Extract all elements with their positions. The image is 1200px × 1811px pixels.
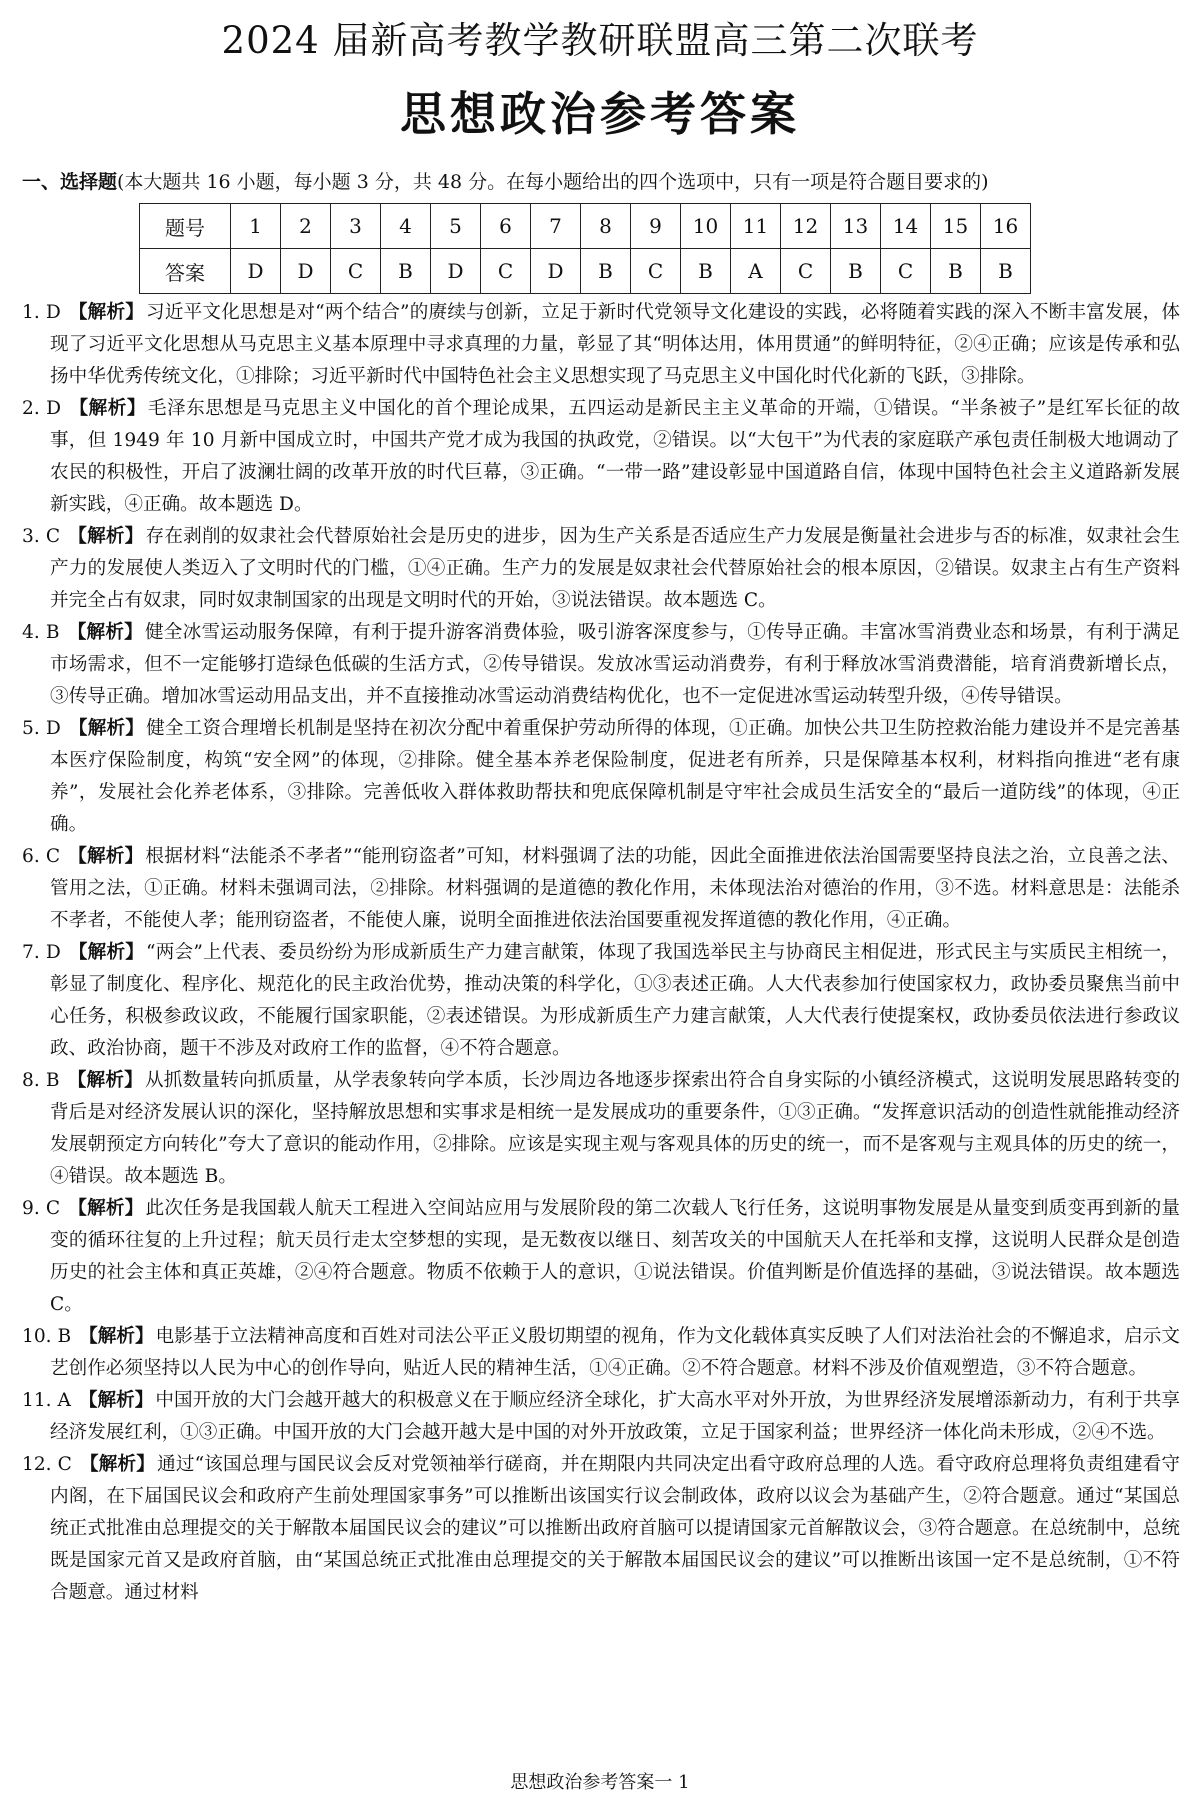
answer-cell: B <box>931 249 981 294</box>
explanation-item <box>22 1065 1180 1193</box>
explanation-item <box>22 1193 1180 1321</box>
explanation-item <box>22 713 1180 841</box>
question-number-cell: 7 <box>531 204 581 249</box>
answer-cell: C <box>881 249 931 294</box>
explanation-item <box>22 937 1180 1065</box>
question-number-cell: 10 <box>681 204 731 249</box>
question-number-cell: 5 <box>431 204 481 249</box>
analysis-text: “两会”上代表、委员纷纷为形成新质生产力建言献策，体现了我国选举民主与协商民主相促进，形式民主与实质民主相统一，彰显了制度化、程序化、规范化的民主政治优势，推动决策的科学化，①③表述正确。人大代表参加行使国家权力，政协委员聚焦当前中心任务，积极参政议政，不能履行国家职能，②表述错误。为形成新质生产力建言献策，人大代表行使提案权，政协委员依法进行参政议政、政治协商，题干不涉及对政府工作的监督，④不符合题意。 <box>50 942 1180 1059</box>
item-answer: 4. B <box>22 622 60 643</box>
explanation-item <box>22 1385 1180 1449</box>
answer-row <box>140 249 1031 294</box>
analysis-tag: 【解析】 <box>78 1390 154 1411</box>
analysis-tag: 【解析】 <box>68 942 145 963</box>
explanation-item <box>22 841 1180 937</box>
explanation-item <box>22 1449 1180 1609</box>
answer-cell: B <box>381 249 431 294</box>
analysis-text: 通过“该国总理与国民议会反对党领袖举行磋商，并在期限内共同决定出看守政府总理的人选。看守政府总理将负责组建看守内阁，在下届国民议会和政府产生前处理国家事务”可以推断出该国实行议会制政体，政府以议会为基础产生，②符合题意。通过“某国总统正式批准由总理提交的关于解散本届国民议会的建议”可以推断出政府首脑可以提请国家元首解散议会，③符合题意。在总统制中，总统既是国家元首又是政府首脑，由“某国总统正式批准由总理提交的关于解散本届国民议会的建议”可以推断出该国一定不是总统制，①不符合题意。通过材料 <box>50 1454 1180 1603</box>
analysis-text: 习近平文化思想是对“两个结合”的赓续与创新，立足于新时代党领导文化建设的实践，必将随着实践的深入不断丰富发展，体现了习近平文化思想从马克思主义基本原理中寻求真理的力量，彰显了其“明体达用，体用贯通”的鲜明特征，②④正确；应该是传承和弘扬中华优秀传统文化，①排除；习近平新时代中国特色社会主义思想实现了马克思主义中国化时代化新的飞跃，③排除。 <box>50 302 1180 387</box>
explanation-item <box>22 393 1180 521</box>
section-label: 一、选择题 <box>22 171 118 193</box>
section-instructions: (本大题共 16 小题，每小题 3 分，共 48 分。在每小题给出的四个选项中，只有一项是符合题目要求的) <box>117 171 989 193</box>
analysis-text: 从抓数量转向抓质量，从学表象转向学本质，长沙周边各地逐步探索出符合自身实际的小镇经济模式，这说明发展思路转变的背后是对经济发展认识的深化，坚持解放思想和实事求是相统一是发展成功的重要条件，①③正确。“发挥意识活动的创造性就能推动经济发展朝预定方向转化”夸大了意识的能动作用，②排除。应该是实现主观与客观具体的历史的统一，而不是客观与主观具体的历史的统一，④错误。故本题选 B。 <box>50 1070 1180 1187</box>
question-number-cell: 12 <box>781 204 831 249</box>
explanation-item <box>22 521 1180 617</box>
analysis-tag: 【解析】 <box>69 398 146 419</box>
page-title: 思想政治参考答案 <box>400 87 800 141</box>
item-answer: 11. A <box>22 1390 71 1411</box>
analysis-tag: 【解析】 <box>68 718 145 739</box>
item-answer: 12. C <box>22 1454 72 1475</box>
page-footer: 思想政治参考答案一 1 <box>510 1772 690 1793</box>
question-number-cell: 4 <box>381 204 431 249</box>
answer-cell: C <box>631 249 681 294</box>
item-answer: 8. B <box>22 1070 60 1091</box>
analysis-text: 中国开放的大门会越开越大的积极意义在于顺应经济全球化，扩大高水平对外开放，为世界经济发展增添新动力，有利于共享经济发展红利，①③正确。中国开放的大门会越开越大是中国的对外开放政策，立足于国家利益；世界经济一体化尚未形成，②④不选。 <box>50 1390 1180 1443</box>
row-label-number: 题号 <box>140 204 231 249</box>
analysis-text: 此次任务是我国载人航天工程进入空间站应用与发展阶段的第二次载人飞行任务，这说明事物发展是从量变到质变再到新的量变的循环往复的上升过程；航天员行走太空梦想的实现，是无数夜以继日、刻苦攻关的中国航天人在托举和支撑，这说明人民群众是创造历史的社会主体和真正英雄，②④符合题意。物质不依赖于人的意识，①说法错误。价值判断是价值选择的基础，③说法错误。故本题选 C。 <box>50 1198 1180 1315</box>
question-number-cell: 8 <box>581 204 631 249</box>
section-header <box>22 168 1182 196</box>
item-answer: 2. D <box>22 398 62 419</box>
answer-cell: D <box>281 249 331 294</box>
question-number-row <box>140 204 1031 249</box>
question-number-cell: 15 <box>931 204 981 249</box>
analysis-tag: 【解析】 <box>79 1454 156 1475</box>
question-number-cell: 1 <box>231 204 281 249</box>
answer-cell: B <box>581 249 631 294</box>
question-number-cell: 16 <box>981 204 1031 249</box>
question-number-cell: 3 <box>331 204 381 249</box>
item-answer: 7. D <box>22 942 61 963</box>
analysis-tag: 【解析】 <box>68 302 145 323</box>
analysis-tag: 【解析】 <box>79 1326 154 1347</box>
answer-cell: B <box>681 249 731 294</box>
answer-cell: B <box>831 249 881 294</box>
question-number-cell: 2 <box>281 204 331 249</box>
explanation-list <box>22 297 1180 1609</box>
analysis-tag: 【解析】 <box>67 1070 143 1091</box>
analysis-tag: 【解析】 <box>67 622 143 643</box>
question-number-cell: 14 <box>881 204 931 249</box>
answer-cell: D <box>431 249 481 294</box>
answer-cell: B <box>981 249 1031 294</box>
answer-cell: C <box>781 249 831 294</box>
analysis-tag: 【解析】 <box>68 1198 144 1219</box>
answer-cell: C <box>331 249 381 294</box>
answer-cell: A <box>731 249 781 294</box>
answer-cell: D <box>531 249 581 294</box>
explanation-item <box>22 617 1180 713</box>
row-label-answer: 答案 <box>140 249 231 294</box>
analysis-text: 健全工资合理增长机制是坚持在初次分配中着重保护劳动所得的体现，①正确。加快公共卫生防控救治能力建设并不是完善基本医疗保险制度，构筑“安全网”的体现，②排除。健全基本养老保险制度，促进老有所养，只是保障基本权利，材料指向推进“老有康养”，发展社会化养老体系，③排除。完善低收入群体救助帮扶和兜底保障机制是守牢社会成员生活安全的“最后一道防线”的体现，④正确。 <box>50 718 1180 835</box>
item-answer: 3. C <box>22 526 61 547</box>
explanation-item <box>22 1321 1180 1385</box>
question-number-cell: 13 <box>831 204 881 249</box>
question-number-cell: 6 <box>481 204 531 249</box>
item-answer: 1. D <box>22 302 61 323</box>
item-answer: 6. C <box>22 846 61 867</box>
answer-cell: D <box>231 249 281 294</box>
analysis-text: 电影基于立法精神高度和百姓对司法公平正义殷切期望的视角，作为文化载体真实反映了人们对法治社会的不懈追求，启示文艺创作必须坚持以人民为中心的创作导向，贴近人民的精神生活，①④正确。②不符合题意。材料不涉及价值观塑造，③不符合题意。 <box>50 1326 1180 1379</box>
explanation-item <box>22 297 1180 393</box>
analysis-text: 毛泽东思想是马克思主义中国化的首个理论成果，五四运动是新民主主义革命的开端，①错误。“半条被子”是红军长征的故事，但 1949 年 10 月新中国成立时，中国共产党才成为我国的执政党，②错误。以“大包干”为代表的家庭联产承包责任制极大地调动了农民的积极性，开启了波澜壮阔的改革开放的时代巨幕，③正确。“一带一路”建设彰显中国道路自信，体现中国特色社会主义道路新发展新实践，④正确。故本题选 D。 <box>50 398 1180 515</box>
question-number-cell: 11 <box>731 204 781 249</box>
item-answer: 9. C <box>22 1198 61 1219</box>
answer-cell: C <box>481 249 531 294</box>
analysis-text: 存在剥削的奴隶社会代替原始社会是历史的进步，因为生产关系是否适应生产力发展是衡量社会进步与否的标准，奴隶社会生产力的发展使人类迈入了文明时代的门槛，①④正确。生产力的发展是奴隶社会代替原始社会的根本原因，②错误。奴隶主占有生产资料并完全占有奴隶，同时奴隶制国家的出现是文明时代的开始，③说法错误。故本题选 C。 <box>50 526 1180 611</box>
analysis-tag: 【解析】 <box>68 846 144 867</box>
answer-table <box>139 203 1031 294</box>
analysis-text: 根据材料“法能杀不孝者”“能刑窃盗者”可知，材料强调了法的功能，因此全面推进依法治国需要坚持良法之治，立良善之法、管用之法，①正确。材料未强调司法，②排除。材料强调的是道德的教化作用，未体现法治对德治的作用，③不选。材料意思是：法能杀不孝者，不能使人孝；能刑窃盗者，不能使人廉，说明全面推进依法治国要重视发挥道德的教化作用，④正确。 <box>50 846 1180 931</box>
analysis-text: 健全冰雪运动服务保障，有利于提升游客消费体验，吸引游客深度参与，①传导正确。丰富冰雪消费业态和场景，有利于满足市场需求，但不一定能够打造绿色低碳的生活方式，②传导错误。发放冰雪运动消费券，有利于释放冰雪消费潜能，培育消费新增长点，③传导正确。增加冰雪运动用品支出，并不直接推动冰雪运动消费结构优化，也不一定促进冰雪运动转型升级，④传导错误。 <box>50 622 1180 707</box>
exam-title: 2024 届新高考教学教研联盟高三第二次联考 <box>221 19 979 62</box>
question-number-cell: 9 <box>631 204 681 249</box>
item-answer: 10. B <box>22 1326 72 1347</box>
item-answer: 5. D <box>22 718 61 739</box>
analysis-tag: 【解析】 <box>68 526 144 547</box>
